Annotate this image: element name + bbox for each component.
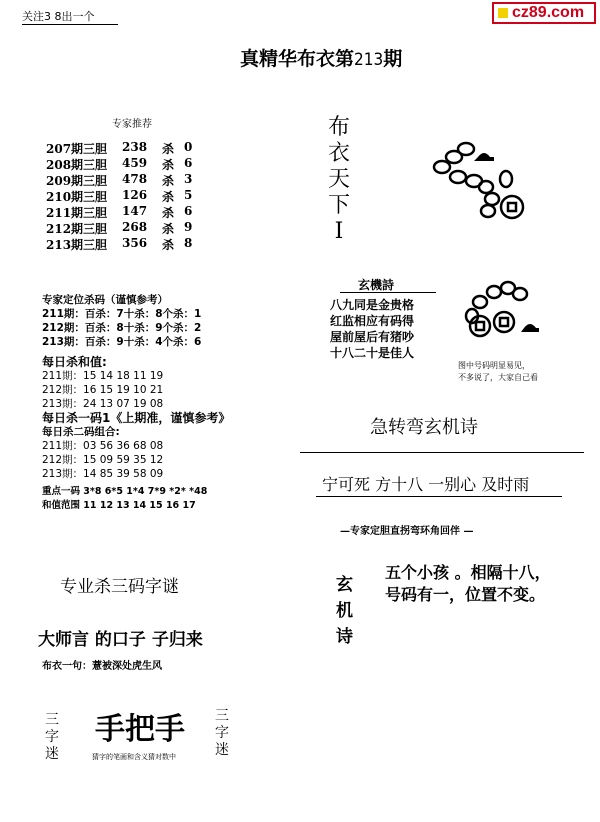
kill-row [46,188,226,204]
two-code-row: 212期：15 09 59 35 12 [42,454,164,466]
title-main: 真精华布衣第 [240,48,355,70]
clue-block [385,562,551,606]
kill-row-label: 杀 [162,238,175,252]
riddle-hint: 猜字的笔画和含义猜对数中 [92,753,176,761]
coin-chain-illustration [430,135,530,225]
title-end: 期 [383,48,403,70]
kill-row [46,204,226,220]
position-section [42,293,230,513]
kill-row-label: 杀 [162,174,175,188]
logo-text: cz89.com [512,4,585,21]
kill-row-period: 209期三胆 [46,174,108,188]
kill-row-kill-number: 6 [184,204,193,218]
ning-underline [316,496,562,497]
left-riddle-label: 三字迷 [45,712,59,762]
riddle-section-title: 专业杀三码字谜 [60,577,179,597]
position-title: 专家定位杀码（谨慎参考） [42,294,168,306]
clue-line: 号码有一，位置不变。 [385,585,546,604]
jizhuan-title: 急转弯玄机诗 [370,417,478,438]
sum-row: 212期：16 15 19 10 21 [42,384,164,396]
one-code-title: 每日杀一码1《上期准，谨慎参考》 [42,411,231,425]
page-title [240,44,402,71]
kill-row-numbers: 478 [122,172,148,186]
kill-row-kill-number: 8 [184,236,193,250]
big-riddle-chars: 手把手 [95,712,185,747]
kill-row-kill-number: 9 [184,220,193,234]
kill-row-numbers: 147 [122,204,148,218]
poem-line: 红监相应有码得 [330,314,415,328]
riddle-text: 大师言 的口子 子归来 [38,630,203,650]
two-code-title: 每日杀二码组合: [42,426,120,438]
top-left-underline [22,24,118,25]
site-logo[interactable] [492,2,596,24]
poem-title-underline [340,292,436,293]
kill-row-label: 杀 [162,158,175,172]
sum-row: 213期：24 13 07 19 08 [42,398,164,410]
kill-row [46,236,226,252]
kill-row [46,156,226,172]
kill-row-kill-number: 0 [184,140,193,154]
kill-row-kill-number: 6 [184,156,193,170]
kill-row-label: 杀 [162,222,175,236]
expert-line: —专家定胆直拐弯环角回伴 — [340,526,474,537]
poem-title: 玄機詩 [358,278,395,292]
coin-ring-illustration [458,278,548,348]
kill-row-period: 207期三胆 [46,142,108,156]
kill-row-period: 208期三胆 [46,158,108,172]
kill-row-kill-number: 3 [184,172,193,186]
title-number: 213 [354,50,384,70]
kill-row [46,220,226,236]
range-row: 和值范围 11 12 13 14 15 16 17 [42,500,196,511]
kill-row-label: 杀 [162,206,175,220]
kill-row [46,140,226,156]
poem-line: 屋前屋后有猪吵 [330,330,415,344]
jizhuan-divider [300,452,584,453]
kill-row-numbers: 356 [122,236,148,250]
position-row: 212期：百杀：8十杀：9个杀：2 [42,322,202,334]
two-code-row: 211期：03 56 36 68 08 [42,440,164,452]
focus-row: 重点一码 3*8 6*5 1*4 7*9 *2* *48 [42,486,208,497]
kill-row-label: 杀 [162,190,175,204]
kill-row-period: 213期三胆 [46,238,108,252]
image-note-line: 图中号码明显易见， [458,361,530,370]
poem-block [330,297,414,361]
position-row: 213期：百杀：9十杀：4个杀：6 [42,336,202,348]
kill-row-period: 211期三胆 [46,206,108,220]
buyi-line: 布衣一句：薏被深处虎生风 [42,661,162,672]
ning-riddle: 宁可死 方十八 一别心 及时雨 [322,475,530,494]
position-row: 211期：百杀：7十杀：8个杀：1 [42,308,202,320]
image-note-line: 不多说了，大家自己看 [458,373,538,382]
poem-line: 十八二十是佳人 [330,346,415,360]
poem-line: 八九同是金贵格 [330,298,415,312]
logo-square-icon [498,8,508,18]
kill-row [46,172,226,188]
kill-row-numbers: 459 [122,156,148,170]
sum-title: 每日杀和值: [42,355,107,369]
clue-line: 五个小孩 。相隔十八， [385,563,551,582]
kill-row-period: 212期三胆 [46,222,108,236]
sum-row: 211期：15 14 18 11 19 [42,370,164,382]
top-left-note: 关注3 8出一个 [22,10,95,23]
image-note [458,360,538,384]
big-vertical-title: 布衣天下I [327,115,350,244]
kill-row-kill-number: 5 [184,188,193,202]
two-code-row: 213期：14 85 39 58 09 [42,468,164,480]
right-riddle-label: 三字迷 [215,708,229,758]
kill-section-title: 专家推荐 [112,119,152,130]
kill-row-numbers: 238 [122,140,148,154]
kill-row-period: 210期三胆 [46,190,108,204]
xuanji-vertical-label: 玄机诗 [336,575,353,647]
kill-row-numbers: 126 [122,188,148,202]
kill-row-label: 杀 [162,142,175,156]
kill-row-numbers: 268 [122,220,148,234]
